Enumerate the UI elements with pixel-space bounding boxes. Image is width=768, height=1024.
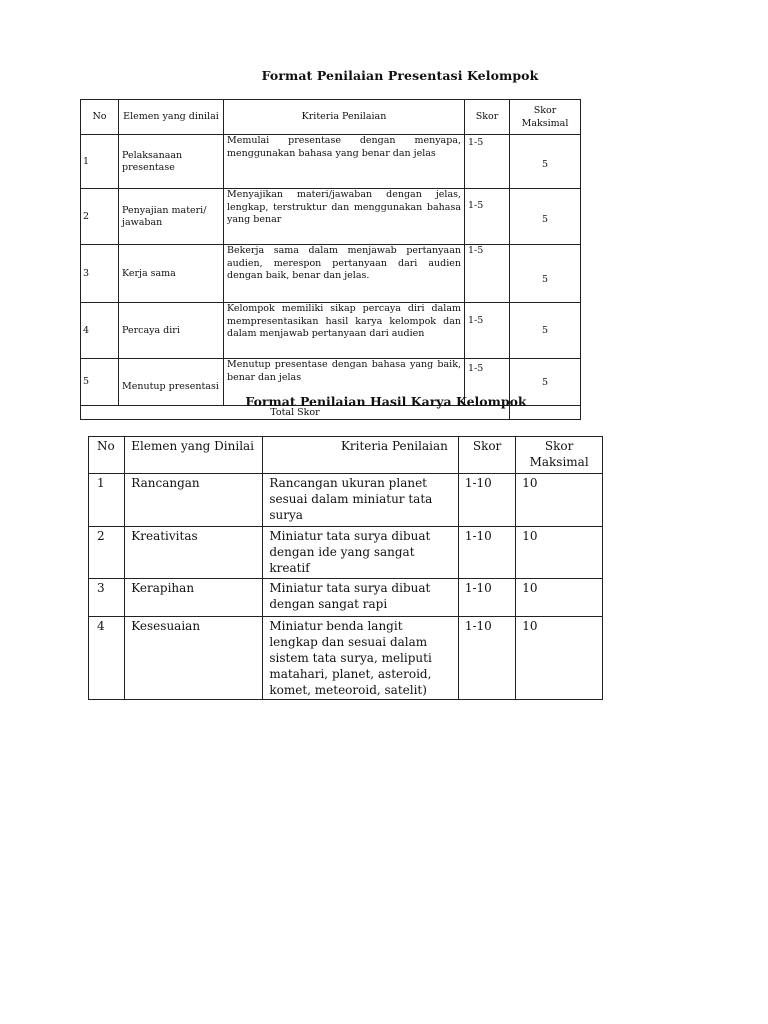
row-skor: 1-5 [465, 245, 510, 303]
row-skor-maksimal: 10 [516, 579, 603, 617]
row-elemen: Kesesuaian [125, 617, 263, 700]
row-no: 1 [89, 474, 125, 527]
table-row [89, 617, 603, 700]
header-skor: Skor [458, 437, 515, 474]
header-kriteria: Kriteria Penilaian [263, 437, 459, 474]
row-kriteria: Miniatur tata surya dibuat dengan sangat rapi [263, 579, 459, 617]
row-no: 1 [81, 135, 119, 189]
presentation-assessment-title: Format Penilaian Presentasi Kelompok [261, 68, 539, 83]
table-row [81, 245, 581, 303]
row-skor-maksimal: 5 [510, 135, 581, 189]
row-skor-maksimal: 5 [510, 303, 581, 359]
row-skor: 1-5 [465, 359, 510, 406]
row-kriteria: Menutup presentase dengan bahasa yang baik, benar dan jelas [224, 359, 465, 406]
header-kriteria: Kriteria Penilaian [224, 100, 465, 135]
row-kriteria: Miniatur benda langit lengkap dan sesuai dalam sistem tata surya, meliputi matahari, planet, asteroid, komet, meteoroid, satelit) [263, 617, 459, 700]
table-row [89, 474, 603, 527]
row-skor: 1-10 [458, 579, 515, 617]
header-skor-maksimal: Skor Maksimal [510, 100, 581, 135]
row-elemen: Menutup presentasi [119, 359, 224, 406]
row-kriteria: Miniatur tata surya dibuat dengan ide yang sangat kreatif [263, 527, 459, 579]
table-row [89, 579, 603, 617]
row-kriteria: Bekerja sama dalam menjawab pertanyaan audien, merespon pertanyaan dari audien dengan baik, benar dan jelas. [224, 245, 465, 303]
row-elemen: Kreativitas [125, 527, 263, 579]
row-skor-maksimal: 10 [516, 474, 603, 527]
row-elemen: Rancangan [125, 474, 263, 527]
row-skor: 1-10 [458, 527, 515, 579]
row-elemen: Kerapihan [125, 579, 263, 617]
header-elemen: Elemen yang Dinilai [125, 437, 263, 474]
total-skor-label: Total Skor [81, 406, 510, 420]
row-elemen: Kerja sama [119, 245, 224, 303]
header-no: No [89, 437, 125, 474]
table-row [81, 303, 581, 359]
row-no: 4 [81, 303, 119, 359]
row-skor-maksimal: 5 [510, 189, 581, 245]
row-no: 3 [89, 579, 125, 617]
header-skor: Skor [465, 100, 510, 135]
row-kriteria: Menyajikan materi/jawaban dengan jelas, lengkap, terstruktur dan menggunakan bahasa yang benar [224, 189, 465, 245]
row-kriteria: Kelompok memiliki sikap percaya diri dalam mempresentasikan hasil karya kelompok dan dalam menjawab pertanyaan dari audien [224, 303, 465, 359]
table-header-row [81, 100, 581, 135]
row-skor: 1-10 [458, 617, 515, 700]
row-no: 4 [89, 617, 125, 700]
presentation-assessment-table [80, 99, 581, 420]
product-assessment-table [88, 436, 603, 700]
row-no: 3 [81, 245, 119, 303]
row-skor-maksimal: 10 [516, 617, 603, 700]
table-row [81, 189, 581, 245]
header-no: No [81, 100, 119, 135]
product-assessment-title: Format Penilaian Hasil Karya Kelompok [245, 394, 527, 409]
table-row [81, 135, 581, 189]
row-no: 5 [81, 359, 119, 406]
row-elemen: Penyajian materi/ jawaban [119, 189, 224, 245]
row-skor: 1-5 [465, 303, 510, 359]
row-skor: 1-10 [458, 474, 515, 527]
row-skor-maksimal: 10 [516, 527, 603, 579]
row-kriteria: Rancangan ukuran planet sesuai dalam miniatur tata surya [263, 474, 459, 527]
table-row [89, 527, 603, 579]
table-header-row [89, 437, 603, 474]
row-no: 2 [89, 527, 125, 579]
row-kriteria: Memulai presentase dengan menyapa, menggunakan bahasa yang benar dan jelas [224, 135, 465, 189]
row-no: 2 [81, 189, 119, 245]
row-skor: 1-5 [465, 189, 510, 245]
row-skor-maksimal: 5 [510, 359, 581, 406]
row-skor: 1-5 [465, 135, 510, 189]
row-elemen: Pelaksanaan presentase [119, 135, 224, 189]
header-skor-maksimal: Skor Maksimal [516, 437, 603, 474]
header-elemen: Elemen yang dinilai [119, 100, 224, 135]
row-skor-maksimal: 5 [510, 245, 581, 303]
row-elemen: Percaya diri [119, 303, 224, 359]
